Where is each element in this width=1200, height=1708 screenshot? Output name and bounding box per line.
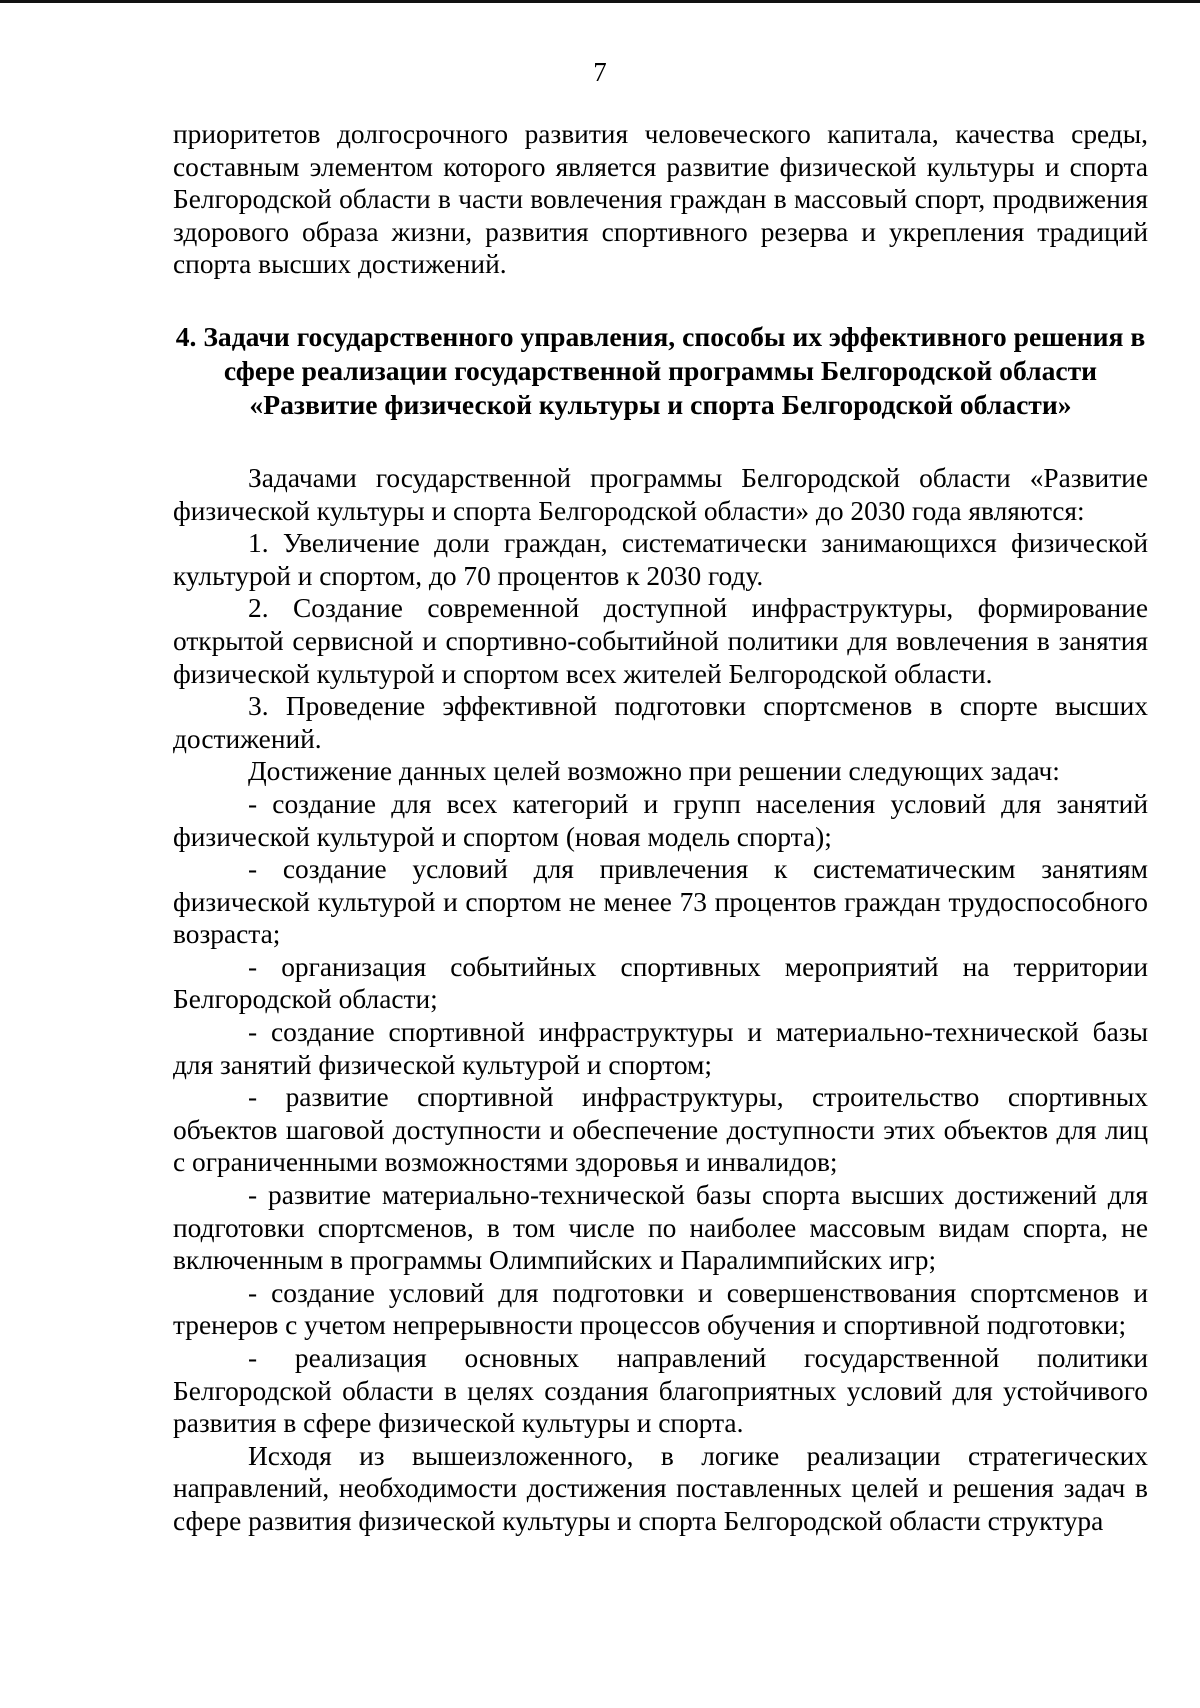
paragraph-tasks-lead: Достижение данных целей возможно при решении следующих задач: [248, 756, 1060, 787]
goal-item-1: 1. Увеличение доли граждан, систематически занимающихся физической культурой и спортом, до 70 процентов к 2030 году. [173, 528, 1148, 591]
task-item: - создание условий для подготовки и совершенствования спортсменов и тренеров с учетом непрерывности процессов обучения и спортивной подготовки; [173, 1277, 1148, 1341]
task-item: - создание для всех категорий и групп населения условий для занятий физической культурой и спортом (новая модель спорта); [173, 788, 1148, 852]
task-item: - создание спортивной инфраструктуры и материально-технической базы для занятий физической культурой и спортом; [173, 1017, 1148, 1080]
task-item: - реализация основных направлений государственной политики Белгородской области в целях создания благоприятных условий для устойчивого развития в сфере физической культуры и спорта. [173, 1343, 1148, 1439]
task-item: - развитие материально-технической базы спорта высших достижений для подготовки спортсменов, в том числе по наиболее массовым видам спорта, не включенным в программы Олимпийских и Паралимпийских игр; [173, 1180, 1148, 1276]
task-item: - создание условий для привлечения к систематическим занятиям физической культурой и спортом не менее 73 процентов граждан трудоспособного возраста; [173, 854, 1148, 950]
document-body [173, 118, 1148, 1538]
paragraph-conclusion: Исходя из вышеизложенного, в логике реализации стратегических направлений, необходимости достижения поставленных целей и решения задач в сфере развития физической культуры и спорта Белгородской области структура [173, 1440, 1148, 1536]
goal-item-2: 2. Создание современной доступной инфраструктуры, формирование открытой сервисной и спортивно-событийной политики для вовлечения в занятия физической культурой и спортом всех жителей Белгородской области. [173, 593, 1148, 689]
goal-item-3: 3. Проведение эффективной подготовки спортсменов в спорте высших достижений. [173, 691, 1148, 754]
intro-paragraph: приоритетов долгосрочного развития человеческого капитала, качества среды, составным элементом которого является развитие физической культуры и спорта Белгородской области в части вовлечения граждан в массовый спорт, продвижения здорового образа жизни, развития спортивного резерва и укрепления традиций спорта высших достижений. [173, 119, 1148, 280]
task-item: - развитие спортивной инфраструктуры, строительство спортивных объектов шаговой доступности и обеспечение доступности этих объектов для лиц с ограниченными возможностями здоровья и инвалидов; [173, 1082, 1148, 1178]
task-item: - организация событийных спортивных мероприятий на территории Белгородской области; [173, 951, 1148, 1015]
page-top-border [0, 0, 1200, 3]
paragraph-tasks-intro: Задачами государственной программы Белгородской области «Развитие физической культуры и спорта Белгородской области» до 2030 года являются: [173, 462, 1148, 526]
section-heading: 4. Задачи государственного управления, способы их эффективного решения в сфере реализации государственной программы Белгородской области «Развитие физической культуры и спорта Белгородской области» [175, 320, 1146, 420]
page-number: 7 [593, 57, 607, 87]
